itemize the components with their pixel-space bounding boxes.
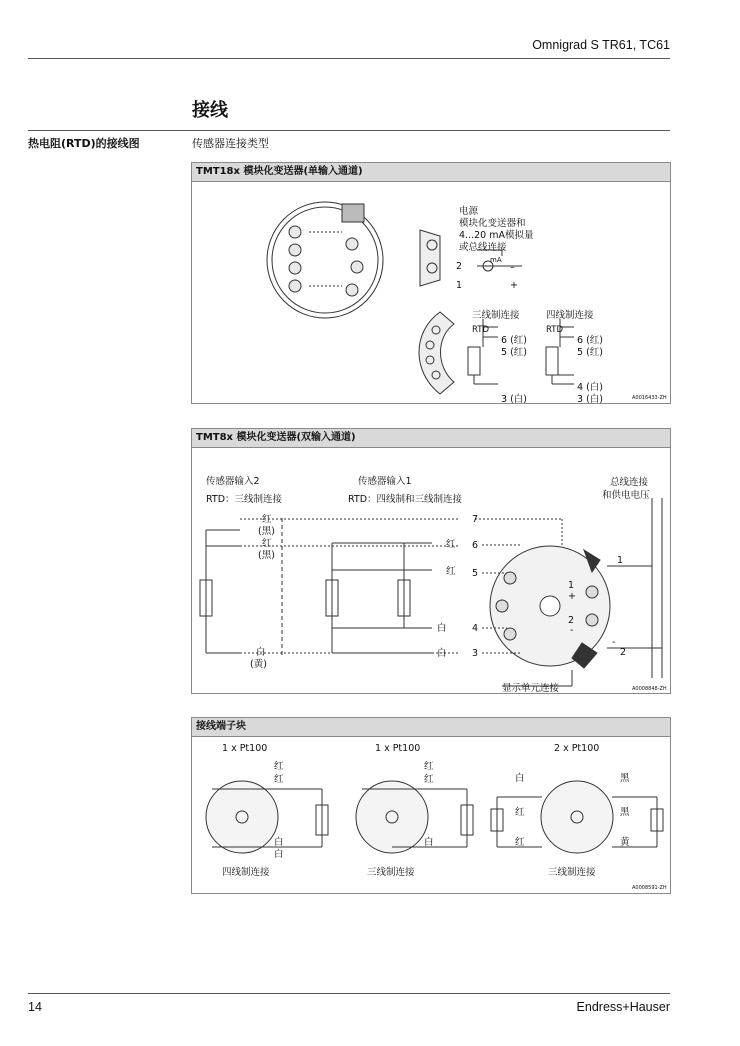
footer-brand: Endress+Hauser	[576, 1000, 670, 1014]
bus-terminal-2-label: 2	[620, 647, 627, 658]
yellow-label-input2: (黄)	[250, 659, 267, 670]
display-connection-label: 显示单元连接	[502, 683, 560, 693]
t5-label-4wire: 5 (红)	[577, 347, 603, 358]
tmt8x-wiring-diagram	[192, 448, 670, 693]
red-label-1: 红	[262, 514, 272, 525]
four-wire-caption: 四线制连接	[222, 867, 270, 878]
minus-label: –	[510, 262, 515, 273]
terminal-4-label: 4	[472, 623, 479, 634]
bus-terminal-1-label: 1	[617, 555, 624, 566]
panel-tmt18x	[191, 162, 671, 404]
ma-label: mA	[490, 256, 502, 264]
power-line-2: 模块化变送器和	[459, 218, 526, 229]
header-rule	[28, 58, 670, 59]
section-title: 接线	[192, 100, 228, 121]
three-wire-label: 三线制连接	[472, 310, 520, 321]
bus-label-2: 和供电电压	[602, 490, 650, 501]
minus-sign-label: -	[570, 625, 574, 636]
t6-label-3wire: 6 (红)	[501, 335, 527, 346]
figure-code: A0008591-ZH	[632, 885, 667, 891]
sub-label: 传感器连接类型	[192, 137, 269, 150]
white-label-c1: 白	[515, 773, 525, 784]
rtd-input-1-label: RTD：四线制和三线制连接	[348, 494, 463, 505]
panel-title: TMT8x 模块化变送器(双输入通道)	[192, 429, 670, 448]
yellow-label-c1: 黄	[620, 837, 630, 848]
t3-label-3wire: 3 (白)	[501, 394, 527, 403]
section-rule	[28, 130, 670, 131]
t6-label-4wire: 6 (红)	[577, 335, 603, 346]
white-label-1: 白	[437, 623, 447, 634]
terminal-6-label: 6	[472, 540, 479, 551]
power-line-1: 电源	[459, 206, 479, 217]
red-label-b2: 红	[424, 774, 434, 785]
terminal-block-diagram	[192, 737, 670, 893]
panel-terminal-block	[191, 717, 671, 894]
terminal-5-label: 5	[472, 568, 479, 579]
bus-minus-label: -	[612, 637, 616, 648]
panel-tmt8x	[191, 428, 671, 694]
power-line-3: 4...20 mA模拟量	[459, 230, 534, 241]
rtd-label-4wire: RTD	[546, 325, 564, 335]
tmt18x-wiring-diagram	[192, 182, 670, 403]
side-label: 热电阻(RTD)的接线图	[28, 137, 140, 150]
panel-title: 接线端子块	[192, 718, 670, 737]
plus-label: +	[510, 280, 518, 291]
power-line-4: 或总线连接	[459, 242, 507, 253]
red-label-3: 红	[446, 539, 456, 550]
terminal-plus-1-label: 1	[568, 580, 575, 591]
red-label-c2: 红	[515, 837, 525, 848]
panel-title: TMT18x 模块化变送器(单输入通道)	[192, 163, 670, 182]
figure-code: A0016433-ZH	[632, 395, 667, 401]
rtd-label-3wire: RTD	[472, 325, 490, 335]
red-label-c1: 红	[515, 807, 525, 818]
t3-label-4wire: 3 (白)	[577, 394, 603, 403]
terminal-7-label: 7	[472, 514, 479, 525]
plus-sign-label: +	[568, 591, 576, 602]
footer-rule	[28, 993, 670, 994]
red-label-a1: 红	[274, 761, 284, 772]
sensor-input-1-label: 传感器输入1	[358, 476, 412, 487]
t5-label-3wire: 5 (红)	[501, 347, 527, 358]
terminal-2-label: 2	[456, 261, 463, 272]
rtd-input-2-label: RTD：三线制连接	[206, 494, 283, 505]
three-wire-caption-b: 三线制连接	[548, 867, 596, 878]
pt100-label-1: 1 x Pt100	[222, 743, 268, 754]
red-label-2: 红	[262, 538, 272, 549]
red-label-4: 红	[446, 566, 456, 577]
white-label-a1: 白	[274, 837, 284, 848]
four-wire-label: 四线制连接	[546, 310, 594, 321]
red-label-b1: 红	[424, 761, 434, 772]
transmitter-body-drawing	[267, 202, 383, 318]
black-label-1: (黑)	[258, 526, 275, 537]
black-label-c1: 黑	[620, 773, 630, 784]
bus-label-1: 总线连接	[610, 477, 649, 488]
pt100-label-3: 2 x Pt100	[554, 743, 600, 754]
page-number: 14	[28, 1000, 42, 1014]
white-label-2: 白	[437, 648, 447, 659]
red-label-a2: 红	[274, 774, 284, 785]
black-label-c2: 黑	[620, 807, 630, 818]
terminal-minus-2-label: 2	[568, 615, 575, 626]
three-wire-caption-a: 三线制连接	[367, 867, 415, 878]
terminal-3-label: 3	[472, 648, 479, 659]
t4-label-4wire: 4 (白)	[577, 382, 603, 393]
terminal-1-label: 1	[456, 280, 463, 291]
white-label-a2: 白	[274, 849, 284, 860]
pt100-label-2: 1 x Pt100	[375, 743, 421, 754]
sensor-input-2-label: 传感器输入2	[206, 476, 260, 487]
white-label-b1: 白	[424, 837, 434, 848]
black-label-2: (黑)	[258, 550, 275, 561]
figure-code: A0008848-ZH	[632, 686, 667, 692]
document-header-title: Omnigrad S TR61, TC61	[532, 38, 670, 52]
white-label-input2: 白	[256, 647, 266, 658]
